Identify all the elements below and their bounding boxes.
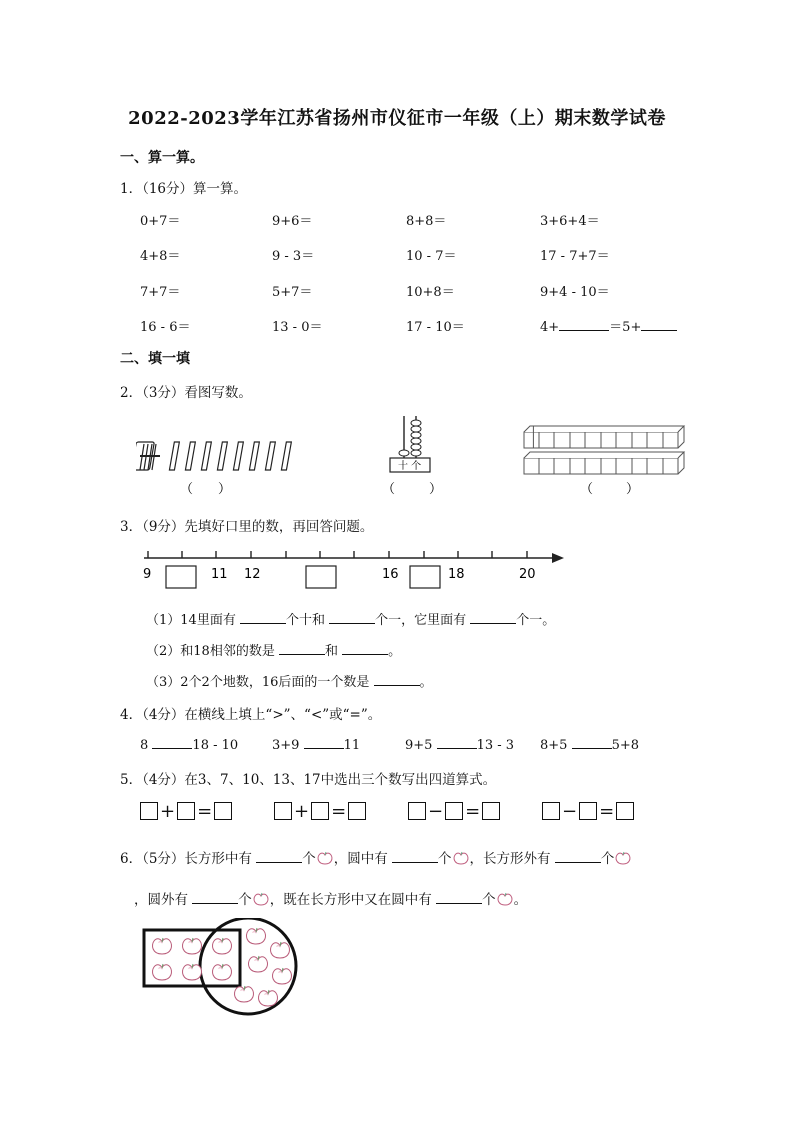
q3-sub-1 [146,609,555,628]
stick-bundle-icon [136,442,160,470]
question-6-line-2 [134,888,527,908]
tick-label: 12 [244,567,261,582]
answer-blank[interactable] [192,891,238,904]
paren-right: ） [626,482,640,497]
q3-sub-1-text: 个一。 [516,613,556,628]
answer-blank[interactable] [392,850,438,863]
q3-sub-3-text: （3）2个2个地数，16后面的一个数是 [146,675,370,690]
peach-icon [496,891,514,907]
peach-icon [452,850,470,866]
calc-item: 9+6＝ [272,214,313,229]
q6-text: 个 [482,892,496,908]
calc-item-last-start: 4+ [540,320,560,335]
answer-blank[interactable] [572,736,612,749]
answer-box[interactable] [410,566,440,588]
q6-text: 。 [513,892,528,908]
page-title: 2022-2023学年江苏省扬州市仪征市一年级（上）期末数学试卷 [128,108,666,129]
paren-left: （ [180,482,194,497]
equals-sign: = [465,800,481,822]
answer-blank[interactable] [329,611,375,624]
peach-icon [614,850,632,866]
peach-icons [153,928,292,1006]
answer-box[interactable] [274,802,292,820]
calc-item: 17 - 10＝ [406,320,465,335]
answer-blank[interactable] [240,611,286,624]
section-heading-calc: 一、算一算。 [120,150,204,166]
answer-box[interactable] [616,802,634,820]
answer-box[interactable] [311,802,329,820]
rectangle-circle-figure [136,918,306,1020]
compare-item [405,736,514,753]
equation-template [140,800,232,822]
calc-item: 16 - 6＝ [140,320,191,335]
q6-text: 个 [238,892,252,908]
answer-blank[interactable] [279,642,325,655]
answer-box[interactable] [214,802,232,820]
equation-template [408,800,500,822]
calc-item: 10 - 7＝ [406,249,457,264]
q6-text: ，圆外有 [134,892,188,908]
calc-item-last-mid: ＝5+ [609,320,642,335]
q3-sub-2-text: 和 [324,644,338,659]
calc-item: 8+8＝ [406,214,447,229]
answer-blank[interactable] [559,318,609,331]
tick-label: 9 [143,567,152,582]
q3-sub-3-text: 。 [419,675,433,690]
answer-box[interactable] [542,802,560,820]
equation-template [542,800,634,822]
q6-text: 个 [438,851,452,867]
answer-blank[interactable] [436,891,482,904]
operator: + [160,800,176,822]
compare-right: 18 - 10 [192,738,239,753]
number-line [136,546,566,590]
answer-blank[interactable] [342,642,388,655]
arrow-icon [552,553,564,563]
answer-blank[interactable] [470,611,516,624]
q6-text: 个 [302,851,316,867]
question-2-label: 2．（3分）看图写数。 [120,385,252,401]
compare-right: 11 [343,738,361,753]
q3-sub-1-text: （1）14里面有 [146,613,236,628]
q3-sub-3 [146,671,433,690]
operator: + [294,800,310,822]
question-5-label: 5．（4分）在3、7、10、13、17中选出三个数写出四道算式。 [120,772,497,788]
compare-left: 9+5 [405,738,433,753]
compare-right: 13 - 3 [476,738,515,753]
answer-box[interactable] [579,802,597,820]
answer-blank[interactable] [256,850,302,863]
answer-blank[interactable] [304,736,344,749]
calc-item: 4+8＝ [140,249,181,264]
q2-pictures [136,410,688,500]
single-sticks-icon [169,442,291,470]
peach-icon [316,850,334,866]
answer-blank[interactable] [437,736,477,749]
q3-sub-2-text: （2）和18相邻的数是 [146,644,275,659]
question-1-label: 1．（16分）算一算。 [120,181,248,197]
equals-sign: = [331,800,347,822]
q6-text: ，既在长方形中又在圆中有 [269,892,432,908]
calc-item: 13 - 0＝ [272,320,323,335]
equals-sign: = [197,800,213,822]
section-heading-fill: 二、填一填 [120,351,190,367]
tick-label: 11 [211,567,228,582]
answer-box[interactable] [140,802,158,820]
question-6-line-1 [120,847,632,867]
paren-left: （ [382,482,396,497]
calc-item: 7+7＝ [140,285,181,300]
q6-text: ，长方形外有 [469,851,551,867]
tick-label: 18 [448,567,465,582]
calc-item-last [540,316,677,335]
paren-left: （ [580,482,594,497]
answer-blank[interactable] [152,736,192,749]
answer-box[interactable] [482,802,500,820]
answer-blank[interactable] [374,673,420,686]
calc-item: 17 - 7+7＝ [540,249,610,264]
equation-template [274,800,366,822]
compare-item [540,736,639,753]
question-3-label: 3．（9分）先填好口里的数，再回答问题。 [120,519,374,535]
calc-item: 9 - 3＝ [272,249,315,264]
tick-label: 20 [519,567,536,582]
operator: − [428,800,444,822]
q3-sub-2 [146,640,401,659]
compare-left: 3+9 [272,738,300,753]
q3-sub-1-text: 个十和 [285,613,325,628]
cube-rows-icon [524,426,684,474]
answer-box[interactable] [348,802,366,820]
calc-item: 3+6+4＝ [540,214,600,229]
question-4-label: 4．（4分）在横线上填上“>”、“<”或“=”。 [120,707,382,723]
operator: − [562,800,578,822]
compare-item [272,736,360,753]
compare-left: 8 [140,738,149,753]
abacus-label: 十 个 [398,461,422,472]
answer-box[interactable] [408,802,426,820]
q6-text: 个 [600,851,615,867]
q3-sub-2-text: 。 [388,644,402,659]
compare-right: 5+8 [611,738,640,753]
answer-box[interactable] [177,802,195,820]
compare-left: 8+5 [540,738,568,753]
equals-sign: = [599,800,615,822]
paren-right: ） [218,482,232,497]
paren-right: ） [429,482,443,497]
calc-item: 5+7＝ [272,285,313,300]
answer-box[interactable] [166,566,196,588]
answer-box[interactable] [445,802,463,820]
calc-item: 0+7＝ [140,214,181,229]
calc-item: 10+8＝ [406,285,455,300]
peach-icon [252,891,270,907]
q6-text: 6．（5分）长方形中有 [120,851,252,867]
answer-blank[interactable] [555,850,601,863]
tick-marks [148,551,527,558]
answer-blank[interactable] [641,318,677,331]
answer-box[interactable] [306,566,336,588]
compare-item [140,736,238,753]
q6-text: ，圆中有 [333,851,388,867]
q3-sub-1-text: 个一，它里面有 [375,613,467,628]
calc-item: 9+4 - 10＝ [540,285,610,300]
tick-label: 16 [382,567,399,582]
